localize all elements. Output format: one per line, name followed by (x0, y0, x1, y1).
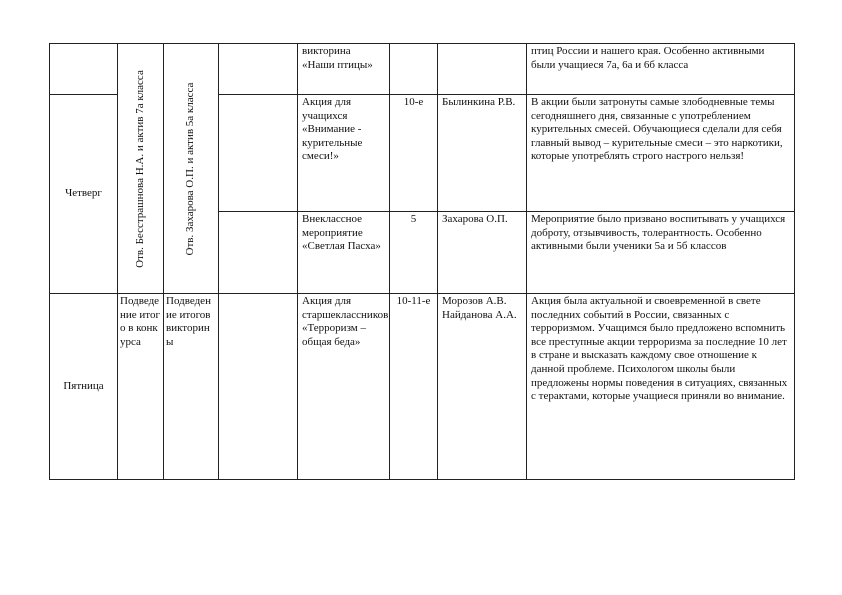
teacher-cell: Захарова О.П. (438, 212, 527, 294)
grade-cell: 10-11-е (390, 294, 438, 480)
empty-cell (219, 44, 298, 95)
empty-cell (219, 212, 298, 294)
responsible-cell-1: Подведение итого в конкурса (118, 294, 164, 480)
responsible-cell-2 (164, 44, 219, 294)
grade-cell (390, 44, 438, 95)
event-cell: викторина «Наши птицы» (298, 44, 390, 95)
day-cell (50, 44, 118, 95)
responsible-cell-1 (118, 44, 164, 294)
responsible-vertical-text: Отв. Захарова О.П. и актив 5а класса (184, 82, 197, 255)
grade-cell: 5 (390, 212, 438, 294)
teacher-cell (438, 44, 527, 95)
day-cell: Пятница (50, 294, 118, 480)
responsible-cell-2: Подведение итогов викторины (164, 294, 219, 480)
table-row (50, 44, 795, 95)
teacher-cell: Былинкина Р.В. (438, 95, 527, 212)
empty-cell (219, 95, 298, 212)
empty-cell (219, 294, 298, 480)
responsible-vertical-text: Отв. Бесстрашнова Н.А. и актив 7а класса (133, 69, 146, 268)
result-cell: Мероприятие было призвано воспитывать у учащихся доброту, отзывчивость, толерантность. Особенно активными были ученики 5а и 5б классов (527, 212, 795, 294)
schedule-table (49, 43, 795, 480)
event-cell: Внеклассное мероприятие «Светлая Пасха» (298, 212, 390, 294)
event-cell: Акция для учащихся «Внимание - курительные смеси!» (298, 95, 390, 212)
result-cell: птиц России и нашего края. Особенно активными были учащиеся 7а, 6а и 6б класса (527, 44, 795, 95)
table-row (50, 294, 795, 480)
day-cell: Четверг (50, 95, 118, 294)
result-cell: В акции были затронуты самые злободневные темы сегодняшнего дня, связанные с употреблением курительных смесей. Обучающиеся сделали для себя главный вывод – курительные смеси – это наркотики, которые употреблять строго настрого нельзя! (527, 95, 795, 212)
event-cell: Акция для старшеклассников «Терроризм – общая беда» (298, 294, 390, 480)
grade-cell: 10-е (390, 95, 438, 212)
result-cell: Акция была актуальной и своевременной в свете последних событий в России, связанных с терроризмом. Учащимся было предложено вспомнить все преступные акции терроризма за последние 10 лет в стране и высказать каждому свое отношение к данной проблеме. Психологом школы были предложены нормы поведения в ситуациях, связанных с терактами, которые учащиеся приняли во внимание. (527, 294, 795, 480)
teacher-cell: Морозов А.В. Найданова А.А. (438, 294, 527, 480)
